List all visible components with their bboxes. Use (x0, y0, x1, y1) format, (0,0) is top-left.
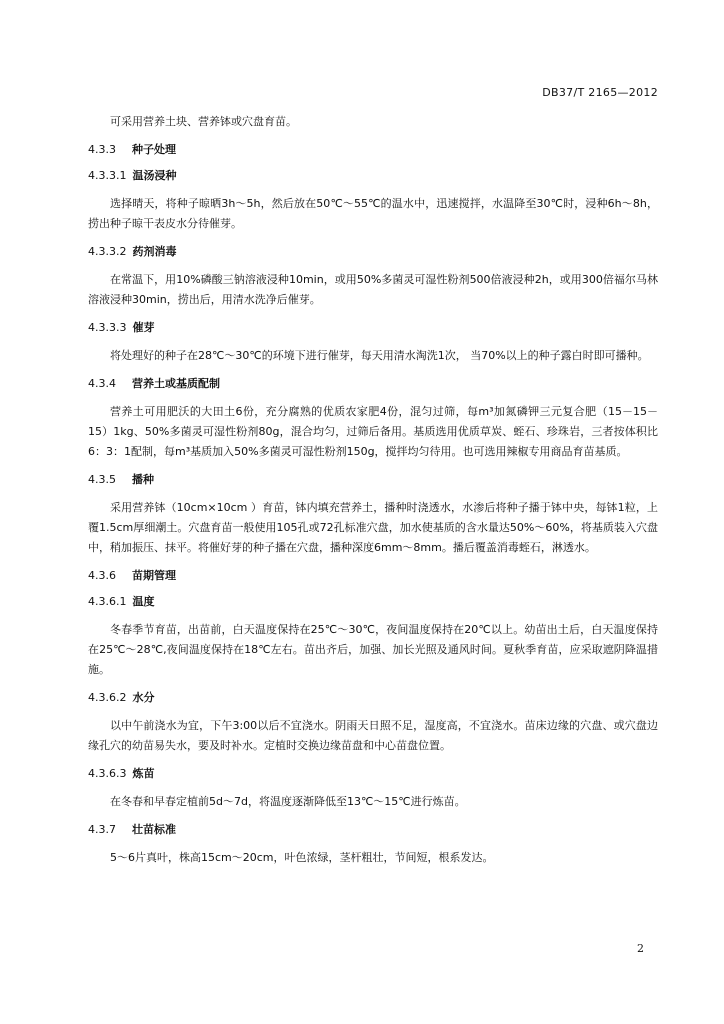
section-title: 种子处理 (132, 143, 176, 156)
section-heading (88, 318, 658, 338)
section-title: 催芽 (132, 321, 155, 334)
section-number: 4.3.4 (88, 377, 116, 390)
section-number: 4.3.5 (88, 473, 116, 486)
section-heading (88, 566, 658, 586)
section-title: 播种 (132, 473, 154, 486)
section-heading (88, 688, 658, 708)
paragraph: 在冬春和早春定植前5d～7d，将温度逐渐降低至13℃～15℃进行炼苗。 (110, 795, 466, 808)
paragraph: 冬春季节育苗，出苗前，白天温度保持在25℃～30℃，夜间温度保持在20℃以上。幼苗出土后，白天温度保持在25℃～28℃,夜间温度保持在18℃左右。苗出齐后，加强、加长光照及通风时间。夏秋季育苗，应采取遮阴降温措施。 (88, 623, 658, 676)
section-heading (88, 764, 658, 784)
section-title: 温度 (132, 595, 155, 608)
paragraph: 将处理好的种子在28℃～30℃的环境下进行催芽，每天用清水淘洗1次， 当70%以上的种子露白时即可播种。 (110, 349, 649, 362)
section-title: 药剂消毒 (132, 245, 177, 258)
section-title: 温汤浸种 (132, 169, 177, 182)
section-number: 4.3.6.2 (88, 691, 127, 704)
paragraph: 以中午前浇水为宜，下午3:00以后不宜浇水。阴雨天日照不足，湿度高，不宜浇水。苗床边缘的穴盘、或穴盘边缘孔穴的幼苗易失水，要及时补水。定植时交换边缘苗盘和中心苗盘位置。 (88, 719, 658, 752)
section-heading (88, 820, 658, 840)
section-title: 壮苗标准 (132, 823, 176, 836)
section-number: 4.3.6.1 (88, 595, 127, 608)
section-number: 4.3.3 (88, 143, 116, 156)
paragraph: 可采用营养土块、营养钵或穴盘育苗。 (110, 115, 297, 128)
paragraph: 采用营养钵（10cm×10cm ）育苗，钵内填充营养土，播种时浇透水，水渗后将种子播于钵中央，每钵1粒，上覆1.5cm厚细潮土。穴盘育苗一般使用105孔或72孔标准穴盘，加水使基质的含水量达50%～60%，将基质装入穴盘中，稍加振压、抹平。将催好芽的种子播在穴盘，播种深度6mm～8mm。播后覆盖消毒蛭石，淋透水。 (88, 501, 658, 554)
section-heading (88, 470, 658, 490)
page-number: 2 (637, 942, 644, 955)
section-number: 4.3.3.3 (88, 321, 127, 334)
paragraph: 营养土可用肥沃的大田土6份，充分腐熟的优质农家肥4份，混匀过筛，每m³加氮磷钾三元复合肥（15－15－15）1kg、50%多菌灵可湿性粉剂80g，混合均匀，过筛后备用。基质选用优质草炭、蛭石、珍珠岩，三者按体积比6：3：1配制，每m³基质加入50%多菌灵可湿性粉剂150g，搅拌均匀待用。也可选用辣椒专用商品育苗基质。 (88, 405, 658, 458)
section-title: 水分 (132, 691, 155, 704)
section-number: 4.3.6.3 (88, 767, 127, 780)
paragraph: 5～6片真叶，株高15cm～20cm，叶色浓绿，茎杆粗壮，节间短，根系发达。 (110, 851, 494, 864)
paragraph: 选择晴天，将种子晾晒3h～5h，然后放在50℃～55℃的温水中，迅速搅拌，水温降至30℃时，浸种6h～8h，捞出种子晾干表皮水分待催芽。 (88, 197, 658, 230)
section-heading (88, 140, 658, 160)
section-title: 苗期管理 (132, 569, 176, 582)
section-heading (88, 242, 658, 262)
section-heading (88, 166, 658, 186)
section-title: 炼苗 (132, 767, 155, 780)
paragraph: 在常温下，用10%磷酸三钠溶液浸种10min，或用50%多菌灵可湿性粉剂500倍液浸种2h，或用300倍福尔马林溶液浸种30min，捞出后，用清水洗净后催芽。 (88, 273, 658, 306)
standard-code: DB37/T 2165—2012 (542, 86, 658, 99)
section-number: 4.3.3.1 (88, 169, 127, 182)
section-heading (88, 374, 658, 394)
section-number: 4.3.6 (88, 569, 116, 582)
section-number: 4.3.7 (88, 823, 116, 836)
section-title: 营养土或基质配制 (132, 377, 220, 390)
document-body (88, 112, 658, 868)
section-number: 4.3.3.2 (88, 245, 127, 258)
section-heading (88, 592, 658, 612)
